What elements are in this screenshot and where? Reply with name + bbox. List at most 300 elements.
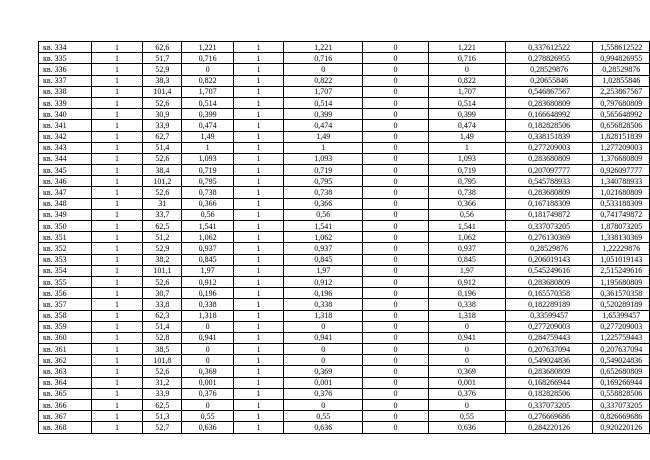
value-cell: 0 [428,355,505,366]
value-cell: 0,845 [182,254,233,265]
value-cell: 0,278826955 [505,53,593,64]
value-cell: 62,7 [143,131,182,142]
value-cell: 0,845 [428,254,505,265]
apartment-cell: кв. 354 [39,265,92,276]
table-row [39,276,650,287]
value-cell: 0,795 [428,176,505,187]
value-cell: 0 [182,64,233,75]
table-row [39,388,650,399]
value-cell: 62,3 [143,310,182,321]
table-row [39,142,650,153]
value-cell: 0 [428,400,505,411]
value-cell: 1 [91,366,143,377]
value-cell: 0,283680809 [505,97,593,108]
value-cell: 0,822 [182,75,233,86]
value-cell: 52,6 [143,187,182,198]
value-cell: 1,195680809 [593,276,650,287]
apartment-cell: кв. 334 [39,42,92,53]
value-cell: 1 [233,243,284,254]
value-cell: 1 [91,344,143,355]
table-row [39,153,650,164]
value-cell: 0,56 [428,209,505,220]
value-cell: 0,28529876 [505,243,593,254]
apartment-cell: кв. 348 [39,198,92,209]
value-cell: 0 [363,422,429,433]
value-cell: 1 [233,355,284,366]
value-cell: 0,636 [284,422,363,433]
value-cell: 0,284759443 [505,332,593,343]
apartment-cell: кв. 342 [39,131,92,142]
value-cell: 51,2 [143,232,182,243]
value-cell: 0 [363,42,429,53]
value-cell: 0,716 [428,53,505,64]
value-cell: 1 [233,187,284,198]
value-cell: 0 [428,321,505,332]
value-cell: 0,337612522 [505,42,593,53]
value-cell: 0,636 [182,422,233,433]
value-cell: 52,6 [143,97,182,108]
table-row [39,377,650,388]
value-cell: 0,845 [284,254,363,265]
value-cell: 1 [91,86,143,97]
value-cell: 0,926097777 [593,165,650,176]
value-cell: 0,474 [284,120,363,131]
value-cell: 0,941 [428,332,505,343]
value-cell: 2,515249616 [593,265,650,276]
value-cell: 0 [363,97,429,108]
value-cell: 1 [91,243,143,254]
value-cell: 0,167188309 [505,198,593,209]
value-cell: 0,207637094 [505,344,593,355]
value-cell: 0,719 [428,165,505,176]
value-cell: 1 [91,142,143,153]
value-cell: 0,283680809 [505,187,593,198]
table-row [39,64,650,75]
value-cell: 1,221 [284,42,363,53]
value-cell: 1,062 [284,232,363,243]
value-cell: 0 [363,355,429,366]
apartment-cell: кв. 359 [39,321,92,332]
value-cell: 1 [233,142,284,153]
table-row [39,109,650,120]
value-cell: 0,196 [428,288,505,299]
value-cell: 0 [363,176,429,187]
value-cell: 0,169266944 [593,377,650,388]
value-cell: 0 [182,355,233,366]
value-cell: 0 [284,321,363,332]
apartment-cell: кв. 346 [39,176,92,187]
table-row [39,131,650,142]
value-cell: 0,738 [428,187,505,198]
value-cell: 52,9 [143,243,182,254]
value-cell: 1,318 [428,310,505,321]
value-cell: 1 [233,299,284,310]
value-cell: 0 [363,288,429,299]
apartment-cell: кв. 362 [39,355,92,366]
value-cell: 1,97 [284,265,363,276]
table-row [39,310,650,321]
value-cell: 52,6 [143,153,182,164]
value-cell: 52,6 [143,366,182,377]
value-cell: 1,062 [428,232,505,243]
value-cell: 1 [91,422,143,433]
value-cell: 1,338130369 [593,232,650,243]
value-cell: 0 [363,187,429,198]
value-cell: 1 [233,344,284,355]
table-row [39,120,650,131]
value-cell: 0,399 [182,109,233,120]
value-cell: 0 [363,265,429,276]
apartment-cell: кв. 344 [39,153,92,164]
value-cell: 1 [91,64,143,75]
value-cell: 1 [233,276,284,287]
value-cell: 0,546867567 [505,86,593,97]
apartment-cell: кв. 336 [39,64,92,75]
value-cell: 1 [233,86,284,97]
value-cell: 101,8 [143,355,182,366]
value-cell: 1 [91,377,143,388]
value-cell: 1,051019143 [593,254,650,265]
value-cell: 0,338151839 [505,131,593,142]
value-cell: 0 [284,344,363,355]
value-cell: 0,33599457 [505,310,593,321]
value-cell: 1,093 [182,153,233,164]
value-cell: 0,937 [284,243,363,254]
value-cell: 0,55 [428,411,505,422]
table-row [39,366,650,377]
value-cell: 0,284220126 [505,422,593,433]
value-cell: 62,5 [143,400,182,411]
value-cell: 0 [182,344,233,355]
value-cell: 1 [91,176,143,187]
value-cell: 1 [233,265,284,276]
value-cell: 51,3 [143,411,182,422]
value-cell: 1,02855846 [593,75,650,86]
value-cell: 1 [233,153,284,164]
value-cell: 1 [91,276,143,287]
table-row [39,232,650,243]
value-cell: 0,283680809 [505,366,593,377]
value-cell: 0,941 [284,332,363,343]
value-cell: 1,221 [428,42,505,53]
value-cell: 33,7 [143,209,182,220]
value-cell: 51,4 [143,142,182,153]
value-cell: 0,549024836 [505,355,593,366]
value-cell: 101,2 [143,176,182,187]
value-cell: 1,49 [182,131,233,142]
value-cell: 0,937 [428,243,505,254]
value-cell: 0,168266944 [505,377,593,388]
value-cell: 1,221 [182,42,233,53]
value-cell: 1 [233,422,284,433]
value-cell: 0,549024836 [593,355,650,366]
value-cell: 1 [233,120,284,131]
value-cell: 0,338 [284,299,363,310]
value-cell: 1 [428,142,505,153]
value-cell: 0,716 [182,53,233,64]
value-cell: 1,22229876 [593,243,650,254]
apartment-cell: кв. 338 [39,86,92,97]
value-cell: 0,338 [182,299,233,310]
value-cell: 0,545788933 [505,176,593,187]
table-row [39,355,650,366]
value-cell: 0,206019143 [505,254,593,265]
value-cell: 0 [363,321,429,332]
apartment-cell: кв. 365 [39,388,92,399]
value-cell: 0,001 [284,377,363,388]
value-cell: 101,4 [143,86,182,97]
value-cell: 1 [233,232,284,243]
value-cell: 0 [284,355,363,366]
value-cell: 1 [233,288,284,299]
value-cell: 0,366 [182,198,233,209]
value-cell: 0 [363,254,429,265]
value-cell: 0,376 [428,388,505,399]
value-cell: 0,182289189 [505,299,593,310]
value-cell: 1 [91,209,143,220]
value-cell: 0 [363,75,429,86]
apartment-cell: кв. 345 [39,165,92,176]
apartment-cell: кв. 364 [39,377,92,388]
value-cell: 1,541 [284,221,363,232]
value-cell: 0,369 [428,366,505,377]
value-cell: 1,376680809 [593,153,650,164]
value-cell: 38,2 [143,254,182,265]
value-cell: 1 [233,64,284,75]
value-cell: 0,369 [182,366,233,377]
value-cell: 31 [143,198,182,209]
value-cell: 0,277209003 [593,321,650,332]
value-cell: 0,937 [182,243,233,254]
value-cell: 1 [91,265,143,276]
table-row [39,321,650,332]
value-cell: 0 [363,232,429,243]
value-cell: 0,56 [284,209,363,220]
apartment-cell: кв. 353 [39,254,92,265]
value-cell: 0,366 [284,198,363,209]
apartment-cell: кв. 343 [39,142,92,153]
value-cell: 0,182828506 [505,388,593,399]
value-cell: 1,707 [182,86,233,97]
value-cell: 0,716 [284,53,363,64]
value-cell: 0,636 [428,422,505,433]
value-cell: 1 [233,400,284,411]
value-cell: 1,878073205 [593,221,650,232]
value-cell: 1 [233,198,284,209]
value-cell: 0,207637094 [593,344,650,355]
value-cell: 0,545249616 [505,265,593,276]
value-cell: 0 [363,53,429,64]
value-cell: 0,28529876 [593,64,650,75]
value-cell: 1,541 [428,221,505,232]
value-cell: 1 [91,153,143,164]
value-cell: 0,283680809 [505,153,593,164]
apartment-cell: кв. 366 [39,400,92,411]
value-cell: 1 [91,411,143,422]
table-row [39,53,650,64]
value-cell: 0,369 [284,366,363,377]
value-cell: 0 [428,64,505,75]
value-cell: 0,337073205 [593,400,650,411]
apartment-cell: кв. 335 [39,53,92,64]
value-cell: 0,182828506 [505,120,593,131]
value-cell: 1 [233,209,284,220]
value-cell: 33,9 [143,120,182,131]
value-cell: 62,6 [143,42,182,53]
value-cell: 1 [233,221,284,232]
table-row [39,42,650,53]
value-cell: 0,797680809 [593,97,650,108]
value-cell: 1 [233,310,284,321]
table-row [39,75,650,86]
value-cell: 1,828151839 [593,131,650,142]
value-cell: 0 [182,321,233,332]
value-cell: 1 [91,120,143,131]
table-row [39,97,650,108]
value-cell: 0,20655846 [505,75,593,86]
value-cell: 0,338 [428,299,505,310]
value-cell: 1 [233,411,284,422]
value-cell: 0,652680809 [593,366,650,377]
table-row [39,265,650,276]
value-cell: 0,719 [182,165,233,176]
value-cell: 0,994826955 [593,53,650,64]
value-cell: 1,093 [284,153,363,164]
value-cell: 1 [91,131,143,142]
value-cell: 1 [91,232,143,243]
apartment-cell: кв. 349 [39,209,92,220]
value-cell: 31,2 [143,377,182,388]
value-cell: 0,165570358 [505,288,593,299]
value-cell: 1 [91,388,143,399]
table-row [39,288,650,299]
value-cell: 1,49 [284,131,363,142]
value-cell: 0 [363,276,429,287]
value-cell: 0,196 [182,288,233,299]
value-cell: 0,822 [284,75,363,86]
value-cell: 0,277209003 [505,321,593,332]
value-cell: 0,795 [182,176,233,187]
value-cell: 51,7 [143,53,182,64]
value-cell: 0,738 [182,187,233,198]
value-cell: 33,8 [143,299,182,310]
table-row [39,411,650,422]
value-cell: 0 [363,388,429,399]
value-cell: 0 [363,86,429,97]
value-cell: 0,366 [428,198,505,209]
value-cell: 0,207097777 [505,165,593,176]
value-cell: 1,707 [428,86,505,97]
value-cell: 0 [363,109,429,120]
value-cell: 0,337073205 [505,400,593,411]
value-cell: 0,656828506 [593,120,650,131]
value-cell: 2,253867567 [593,86,650,97]
value-cell: 1 [233,332,284,343]
value-cell: 0,276669686 [505,411,593,422]
value-cell: 0 [363,310,429,321]
apartment-cell: кв. 367 [39,411,92,422]
apartment-cell: кв. 340 [39,109,92,120]
value-cell: 0,533188309 [593,198,650,209]
value-cell: 0 [363,243,429,254]
value-cell: 0,474 [182,120,233,131]
value-cell: 1 [91,42,143,53]
apartment-cell: кв. 352 [39,243,92,254]
value-cell: 1 [91,187,143,198]
value-cell: 1 [233,165,284,176]
value-cell: 1 [233,131,284,142]
value-cell: 62,5 [143,221,182,232]
value-cell: 0,741749872 [593,209,650,220]
value-cell: 33,9 [143,388,182,399]
value-cell: 1 [233,321,284,332]
value-cell: 0,399 [428,109,505,120]
table-row [39,176,650,187]
table-row [39,221,650,232]
value-cell: 0 [363,120,429,131]
value-cell: 0,277209003 [505,142,593,153]
value-cell: 1 [91,299,143,310]
apartment-cell: кв. 360 [39,332,92,343]
value-cell: 0,56 [182,209,233,220]
value-cell: 0,822 [428,75,505,86]
table-row [39,243,650,254]
value-cell: 0 [363,142,429,153]
value-cell: 0 [363,209,429,220]
value-cell: 0,001 [182,377,233,388]
value-cell: 0,276130369 [505,232,593,243]
value-cell: 0,941 [182,332,233,343]
value-cell: 0 [428,344,505,355]
value-cell: 1 [91,97,143,108]
value-cell: 1 [91,53,143,64]
value-cell: 38,3 [143,75,182,86]
value-cell: 1 [233,42,284,53]
value-cell: 30,7 [143,288,182,299]
table-row [39,332,650,343]
value-cell: 1 [91,165,143,176]
value-cell: 1,65399457 [593,310,650,321]
apartment-cell: кв. 355 [39,276,92,287]
value-cell: 0,738 [284,187,363,198]
value-cell: 0,55 [182,411,233,422]
table-row [39,344,650,355]
value-cell: 0 [363,332,429,343]
table-row [39,198,650,209]
value-cell: 1 [233,109,284,120]
apartment-cell: кв. 361 [39,344,92,355]
value-cell: 0 [363,344,429,355]
value-cell: 1 [233,366,284,377]
data-table [38,41,650,434]
value-cell: 0 [363,64,429,75]
value-cell: 0 [363,198,429,209]
apartment-cell: кв. 337 [39,75,92,86]
value-cell: 1,021680809 [593,187,650,198]
value-cell: 1 [91,355,143,366]
value-cell: 1 [233,388,284,399]
value-cell: 1,318 [182,310,233,321]
value-cell: 0 [363,153,429,164]
value-cell: 1,97 [428,265,505,276]
value-cell: 0,28529876 [505,64,593,75]
value-cell: 0,920220126 [593,422,650,433]
value-cell: 0,283680809 [505,276,593,287]
apartment-cell: кв. 341 [39,120,92,131]
value-cell: 1,277209003 [593,142,650,153]
value-cell: 30,9 [143,109,182,120]
table-row [39,86,650,97]
